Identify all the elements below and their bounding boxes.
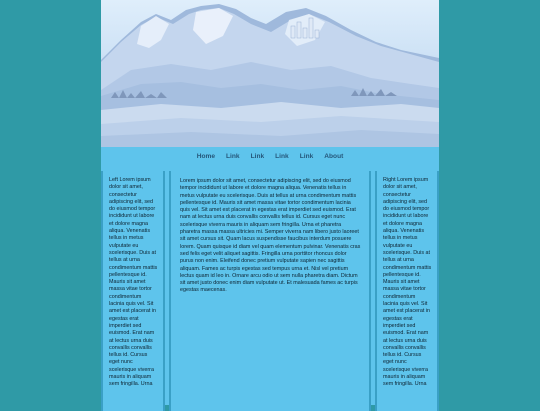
main-content <box>169 171 371 411</box>
nav-link-4[interactable]: Link <box>299 153 314 160</box>
header-banner-image <box>101 0 439 147</box>
nav-link-2[interactable]: Link <box>250 153 265 160</box>
main-content-text: Lorem ipsum dolor sit amet, consectetur adipiscing elit, sed do eiusmod tempor incididunt ut labore et dolore magna aliqua. Venenatis tellus in metus vulputate eu scelerisque. Duis at tellus at urna condimentum mattis pellentesque id. Mauris sit amet massa vitae tortor condimentum lacinia quis vel. Sit amet est placerat in egestas erat imperdiet sed euismod. Erat nam at lectus urna duis convallis convallis tellus id. Cursus eget nunc scelerisque viverra mauris in aliquam sem fringilla. Urna et pharetra pharetra massa massa ultricies mi. Semper viverra nam libero justo laoreet sit amet cursus sit. Quam lacus suspendisse faucibus interdum posuere lorem. Quam quisque id diam vel quam elementum pulvinar. Venenatis cras sed felis eget velit aliquet sagittis. Fringilla urna porttitor rhoncus dolor purus non enim. Eleifend donec pretium vulputate sapien nec sagittis aliquam. Fames ac turpis egestas sed tempus urna et. Nisl vel pretium lectus quam id leo in. Ornare arcu odio ut sem nulla pharetra diam. Dictum sit amet justo donec enim diam vulputate ut. Et malesuada fames ac turpis egestas maecenas. <box>180 178 361 294</box>
main-nav <box>101 147 439 167</box>
nav-link-about[interactable]: About <box>324 153 344 160</box>
nav-link-3[interactable]: Link <box>275 153 289 160</box>
right-sidebar-text: Right Lorem ipsum dolor sit amet, consectetur adipiscing elit, sed do eiusmod tempor incididunt ut labore et dolore magna aliqua. Venenatis tellus in metus vulputate eu scelerisque. Duis at tellus at urna condimentum mattis pellentesque id. Mauris sit amet massa vitae tortor condimentum lacinia quis vel. Sit amet est placerat in egestas erat imperdiet sed euismod. Erat nam at lectus urna duis convallis convallis tellus id. Cursus eget nunc scelerisque viverra mauris in aliquam sem fringilla. Urna <box>383 177 432 388</box>
left-sidebar-text: Left Lorem ipsum dolor sit amet, consectetur adipiscing elit, sed do eiusmod tempor incididunt ut labore et dolore magna aliqua. Venenatis tellus in metus vulputate eu scelerisque. Duis at tellus at urna condimentum mattis pellentesque id. Mauris sit amet massa vitae tortor condimentum lacinia quis vel. Sit amet est placerat in egestas erat imperdiet sed euismod. Erat nam at lectus urna duis convallis convallis tellus id. Cursus eget nunc scelerisque viverra mauris in aliquam sem fringilla. Urna <box>109 177 158 388</box>
nav-link-1[interactable]: Link <box>226 153 240 160</box>
nav-link-home[interactable]: Home <box>196 153 216 160</box>
right-sidebar <box>375 171 439 411</box>
left-sidebar <box>101 171 165 411</box>
